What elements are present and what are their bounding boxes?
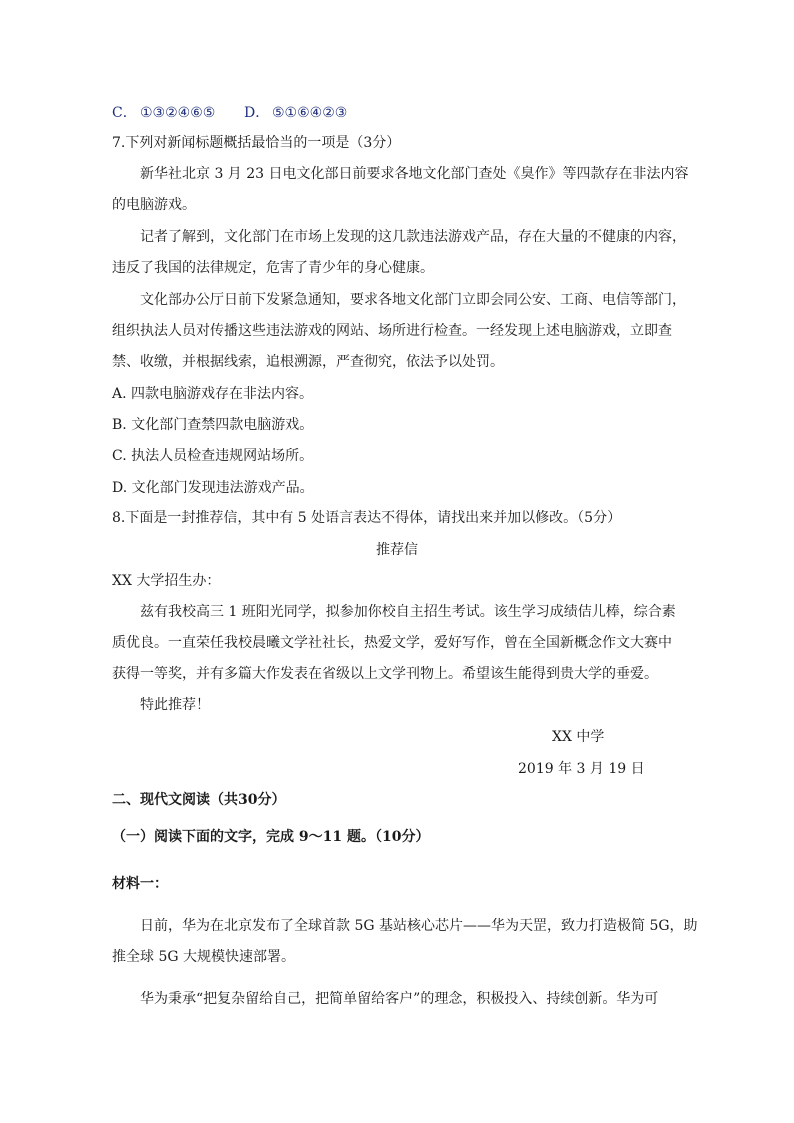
q7-option-d: D. 文化部门发现违法游戏产品。 — [112, 480, 314, 496]
option-d-value: ⑤①⑥④②③ — [272, 105, 348, 121]
material-label: 材料一： — [112, 876, 168, 892]
option-d-label: D． — [244, 105, 270, 121]
section-2-heading: 二、现代文阅读（共30分） — [112, 792, 286, 808]
option-c-value: ①③②④⑥⑤ — [140, 105, 216, 121]
letter-body-line-2: 质优良。一直荣任我校晨曦文学社社长，热爱文学，爱好写作，曾在全国新概念作文大赛中 — [112, 635, 672, 651]
q7-option-c: C. 执法人员检查违规网站场所。 — [112, 448, 314, 464]
question-7-stem: 7.下列对新闻标题概括最恰当的一项是（3分） — [112, 135, 401, 151]
letter-closing: 特此推荐！ — [140, 697, 210, 713]
option-c-label: C． — [112, 105, 137, 121]
material-para-1-line-1: 日前，华为在北京发布了全球首款 5G 基站核心芯片——华为天罡，致力打造极简 5G，助 — [140, 918, 698, 934]
q7-para-1-line-1: 新华社北京 3 月 23 日电文化部日前要求各地文化部门查处《臭作》等四款存在非法内容 — [140, 166, 689, 182]
q7-option-a: A. 四款电脑游戏存在非法内容。 — [112, 386, 314, 402]
q7-para-1-line-2: 的电脑游戏。 — [112, 197, 196, 213]
q7-option-b: B. 文化部门查禁四款电脑游戏。 — [112, 417, 314, 433]
letter-date: 2019 年 3 月 19 日 — [518, 761, 645, 777]
material-para-1-line-2: 推全球 5G 大规模快速部署。 — [112, 949, 295, 965]
q7-para-3-line-1: 文化部办公厅日前下发紧急通知，要求各地文化部门立即会同公安、工商、电信等部门， — [140, 292, 686, 308]
question-8-stem: 8.下面是一封推荐信，其中有 5 处语言表达不得体，请找出来并加以修改。（5分） — [112, 510, 622, 526]
material-para-2-line-1: 华为秉承“把复杂留给自己，把简单留给客户”的理念，积极投入、持续创新。华为可 — [140, 991, 659, 1007]
q7-para-2-line-2: 违反了我国的法律规定，危害了青少年的身心健康。 — [112, 260, 434, 276]
q7-para-3-line-3: 禁、收缴，并根据线索，追根溯源，严查彻究，依法予以处罚。 — [112, 354, 504, 370]
letter-title: 推荐信 — [376, 542, 418, 558]
q7-para-3-line-2: 组织执法人员对传播这些违法游戏的网站、场所进行检查。一经发现上述电脑游戏，立即查 — [112, 323, 672, 339]
letter-body-line-1: 兹有我校高三 1 班阳光同学，拟参加你校自主招生考试。该生学习成绩佶儿棒，综合素 — [140, 604, 676, 620]
letter-sender: XX 中学 — [552, 729, 605, 745]
section-2-subheading: （一）阅读下面的文字，完成 9～11 题。（10分） — [112, 829, 430, 845]
q7-para-2-line-1: 记者了解到，文化部门在市场上发现的这几款违法游戏产品，存在大量的不健康的内容， — [140, 229, 686, 245]
letter-body-line-3: 获得一等奖，并有多篇大作发表在省级以上文学刊物上。希望该生能得到贵大学的垂爱。 — [112, 666, 658, 682]
letter-salutation: XX 大学招生办： — [112, 573, 221, 589]
